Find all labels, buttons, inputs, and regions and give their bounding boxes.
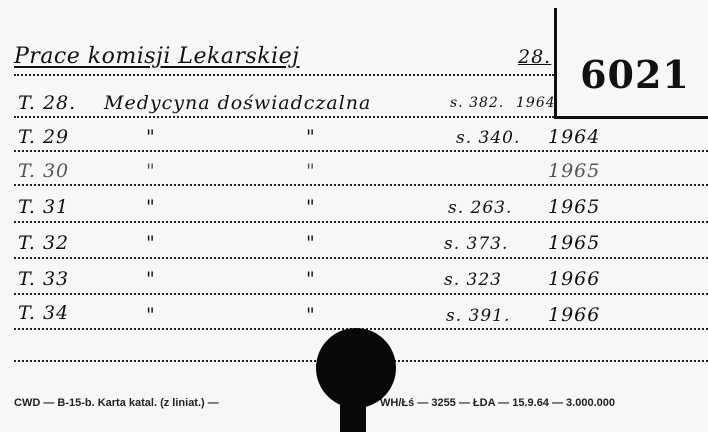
row-ditto-1: " bbox=[146, 126, 156, 148]
row-year: 1965 bbox=[548, 196, 601, 218]
footer-print-right: WH/Łś — 3255 — ŁDA — 15.9.64 — 3.000.000 bbox=[380, 397, 615, 409]
row-year: 1966 bbox=[548, 304, 601, 326]
row-tome: T. 30 bbox=[18, 160, 70, 182]
row-year: 1964 bbox=[516, 95, 556, 111]
row-tome: T. 31 bbox=[18, 196, 70, 218]
row-dotted-line bbox=[14, 150, 708, 152]
row-pages: s. 263. bbox=[448, 198, 513, 218]
row-pages: s. 340. bbox=[456, 128, 521, 148]
row-dotted-line bbox=[14, 116, 554, 118]
punch-hole-slot bbox=[340, 400, 366, 432]
row-ditto-1: " bbox=[146, 304, 156, 326]
row-dotted-line bbox=[14, 257, 708, 259]
row-ditto-2: " bbox=[306, 268, 316, 290]
row-tome: T. 34 bbox=[18, 302, 70, 324]
row-ditto-1: " bbox=[146, 160, 156, 182]
row-dotted-line bbox=[14, 184, 708, 186]
row-tome: T. 29 bbox=[18, 126, 70, 148]
row-dotted-line bbox=[14, 293, 708, 295]
footer-print-left: CWD — B-15-b. Karta katal. (z liniat.) — bbox=[14, 397, 219, 409]
catalog-number: 6021 bbox=[580, 52, 690, 97]
row-ditto-2: " bbox=[306, 126, 316, 148]
row-year: 1966 bbox=[548, 268, 601, 290]
row-title: Medycyna doświadczalna bbox=[104, 92, 372, 114]
row-tome: T. 28. bbox=[18, 92, 77, 114]
row-ditto-2: " bbox=[306, 196, 316, 218]
row-pages: s. 391. bbox=[446, 306, 511, 326]
title-dotted-line bbox=[14, 74, 554, 76]
punch-hole bbox=[316, 328, 396, 408]
row-year: 1964 bbox=[548, 126, 601, 148]
row-year: 1965 bbox=[548, 160, 601, 182]
series-number: 28. bbox=[518, 46, 552, 68]
row-tome: T. 32 bbox=[18, 232, 70, 254]
row-tome: T. 33 bbox=[18, 268, 70, 290]
row-ditto-1: " bbox=[146, 268, 156, 290]
row-pages: s. 373. bbox=[444, 234, 509, 254]
row-pages: s. 382. bbox=[450, 95, 505, 111]
row-year: 1965 bbox=[548, 232, 601, 254]
card-title: Prace komisji Lekarskiej bbox=[14, 44, 300, 69]
row-ditto-2: " bbox=[306, 160, 316, 182]
box-bottom-border bbox=[554, 116, 708, 119]
row-ditto-2: " bbox=[306, 304, 316, 326]
row-ditto-1: " bbox=[146, 196, 156, 218]
row-ditto-2: " bbox=[306, 232, 316, 254]
row-pages: s. 323 bbox=[444, 270, 502, 290]
row-dotted-line bbox=[14, 221, 708, 223]
row-ditto-1: " bbox=[146, 232, 156, 254]
